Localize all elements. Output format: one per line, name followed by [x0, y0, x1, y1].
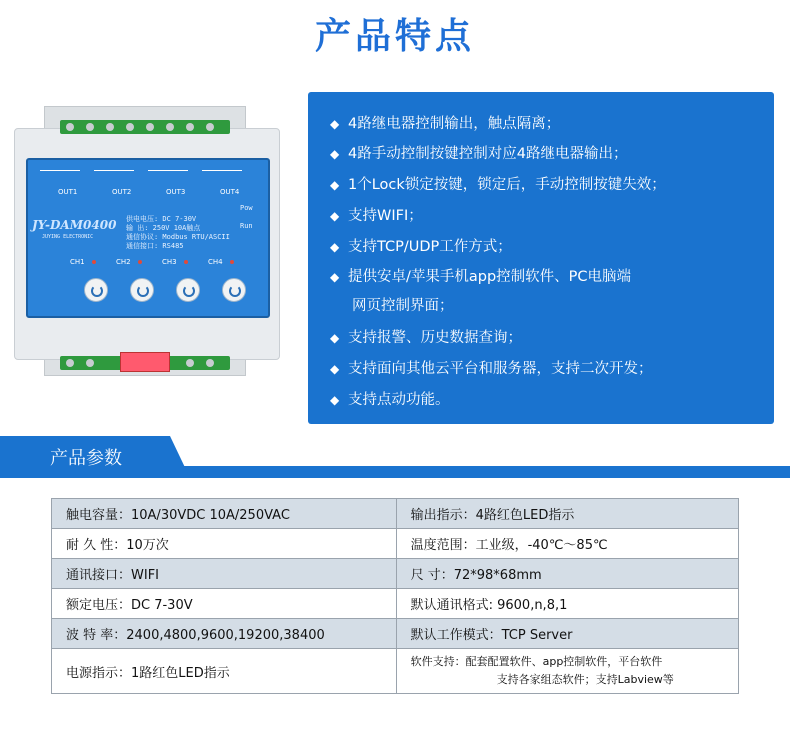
device-spec: 通信接口: RS485	[126, 242, 184, 250]
table-row	[52, 649, 739, 694]
table-cell: 输出指示：4路红色LED指示	[396, 499, 738, 529]
output-label: OUT3	[166, 188, 186, 196]
feature-item: ◆ 4路手动控制按键控制对应4路继电器输出；	[330, 146, 628, 162]
table-cell: 额定电压：DC 7-30V	[52, 589, 397, 619]
device-spec: 供电电压: DC 7-30V	[126, 215, 197, 223]
table-row	[52, 499, 739, 529]
table-cell: 温度范围：工业级，-40℃～85℃	[396, 529, 738, 559]
device-spec: 通信协议: Modbus RTU/ASCII	[126, 233, 230, 241]
device-front-panel	[26, 158, 270, 318]
diamond-bullet-icon: ◆	[330, 209, 340, 223]
relay-symbol	[94, 170, 134, 185]
table-cell: 尺 寸：72*98*68mm	[396, 559, 738, 589]
table-cell: 电源指示：1路红色LED指示	[52, 649, 397, 694]
power-button-icon	[130, 278, 154, 302]
table-cell: 默认工作模式：TCP Server	[396, 619, 738, 649]
relay-symbol	[148, 170, 188, 185]
channel-label: CH4	[208, 258, 223, 266]
params-banner	[0, 436, 790, 478]
software-support-line: 支持各家组态软件；支持Labview等	[496, 673, 674, 686]
diamond-bullet-icon: ◆	[330, 393, 340, 407]
dip-switch	[120, 352, 170, 372]
diamond-bullet-icon: ◆	[330, 117, 340, 131]
feature-item: ◆ 支持点动功能。	[330, 392, 450, 408]
table-cell: 默认通讯格式: 9600,n,8,1	[396, 589, 738, 619]
output-label: OUT4	[220, 188, 240, 196]
product-image	[10, 100, 282, 390]
page-title: 产品特点	[314, 16, 475, 57]
run-indicator-label: Run	[240, 222, 253, 230]
params-title: 产品参数	[50, 448, 122, 469]
feature-item: ◆ 支持WIFI；	[330, 208, 423, 224]
feature-item: ◆ 支持报警、历史数据查询；	[330, 330, 522, 346]
channel-led	[138, 260, 142, 264]
channel-led	[92, 260, 96, 264]
power-button-icon	[176, 278, 200, 302]
diamond-bullet-icon: ◆	[330, 240, 340, 254]
channel-led	[230, 260, 234, 264]
output-label: OUT2	[112, 188, 132, 196]
channel-label: CH2	[116, 258, 131, 266]
device-spec: 输 出: 250V 10A触点	[126, 224, 201, 232]
table-cell	[396, 649, 738, 694]
relay-symbol	[202, 170, 242, 185]
channel-label: CH1	[70, 258, 85, 266]
table-row	[52, 559, 739, 589]
channel-led	[184, 260, 188, 264]
relay-symbol	[40, 170, 80, 185]
table-row	[52, 529, 739, 559]
feature-item: ◆ 支持面向其他云平台和服务器，支持二次开发；	[330, 361, 653, 377]
table-row	[52, 589, 739, 619]
table-cell: 触电容量：10A/30VDC 10A/250VAC	[52, 499, 397, 529]
diamond-bullet-icon: ◆	[330, 178, 340, 192]
params-table	[51, 498, 739, 694]
diamond-bullet-icon: ◆	[330, 270, 340, 284]
power-button-icon	[84, 278, 108, 302]
output-label: OUT1	[58, 188, 78, 196]
pow-indicator-label: Pow	[240, 204, 253, 212]
feature-item: ◆ 1个Lock锁定按键，锁定后，手动控制按键失效；	[330, 177, 666, 193]
features-box	[308, 92, 774, 424]
feature-item: ◆ 提供安卓/苹果手机app控制软件、PC电脑端	[330, 269, 632, 285]
power-button-icon	[222, 278, 246, 302]
feature-item-continuation: 网页控制界面；	[352, 298, 454, 314]
device-model: JY-DAM0400	[32, 218, 117, 232]
top-terminal-block	[60, 120, 230, 134]
table-cell: 波 特 率：2400,4800,9600,19200,38400	[52, 619, 397, 649]
software-support-line: 软件支持：配套配置软件、app控制软件，平台软件	[410, 655, 663, 668]
channel-label: CH3	[162, 258, 177, 266]
feature-item: ◆ 4路继电器控制输出，触点隔离；	[330, 116, 561, 132]
table-row	[52, 619, 739, 649]
table-cell: 耐 久 性：10万次	[52, 529, 397, 559]
device-brand: JUYING ELECTRONIC	[42, 234, 94, 240]
diamond-bullet-icon: ◆	[330, 331, 340, 345]
diamond-bullet-icon: ◆	[330, 147, 340, 161]
table-cell: 通讯接口：WIFI	[52, 559, 397, 589]
diamond-bullet-icon: ◆	[330, 362, 340, 376]
feature-item: ◆ 支持TCP/UDP工作方式；	[330, 239, 512, 255]
